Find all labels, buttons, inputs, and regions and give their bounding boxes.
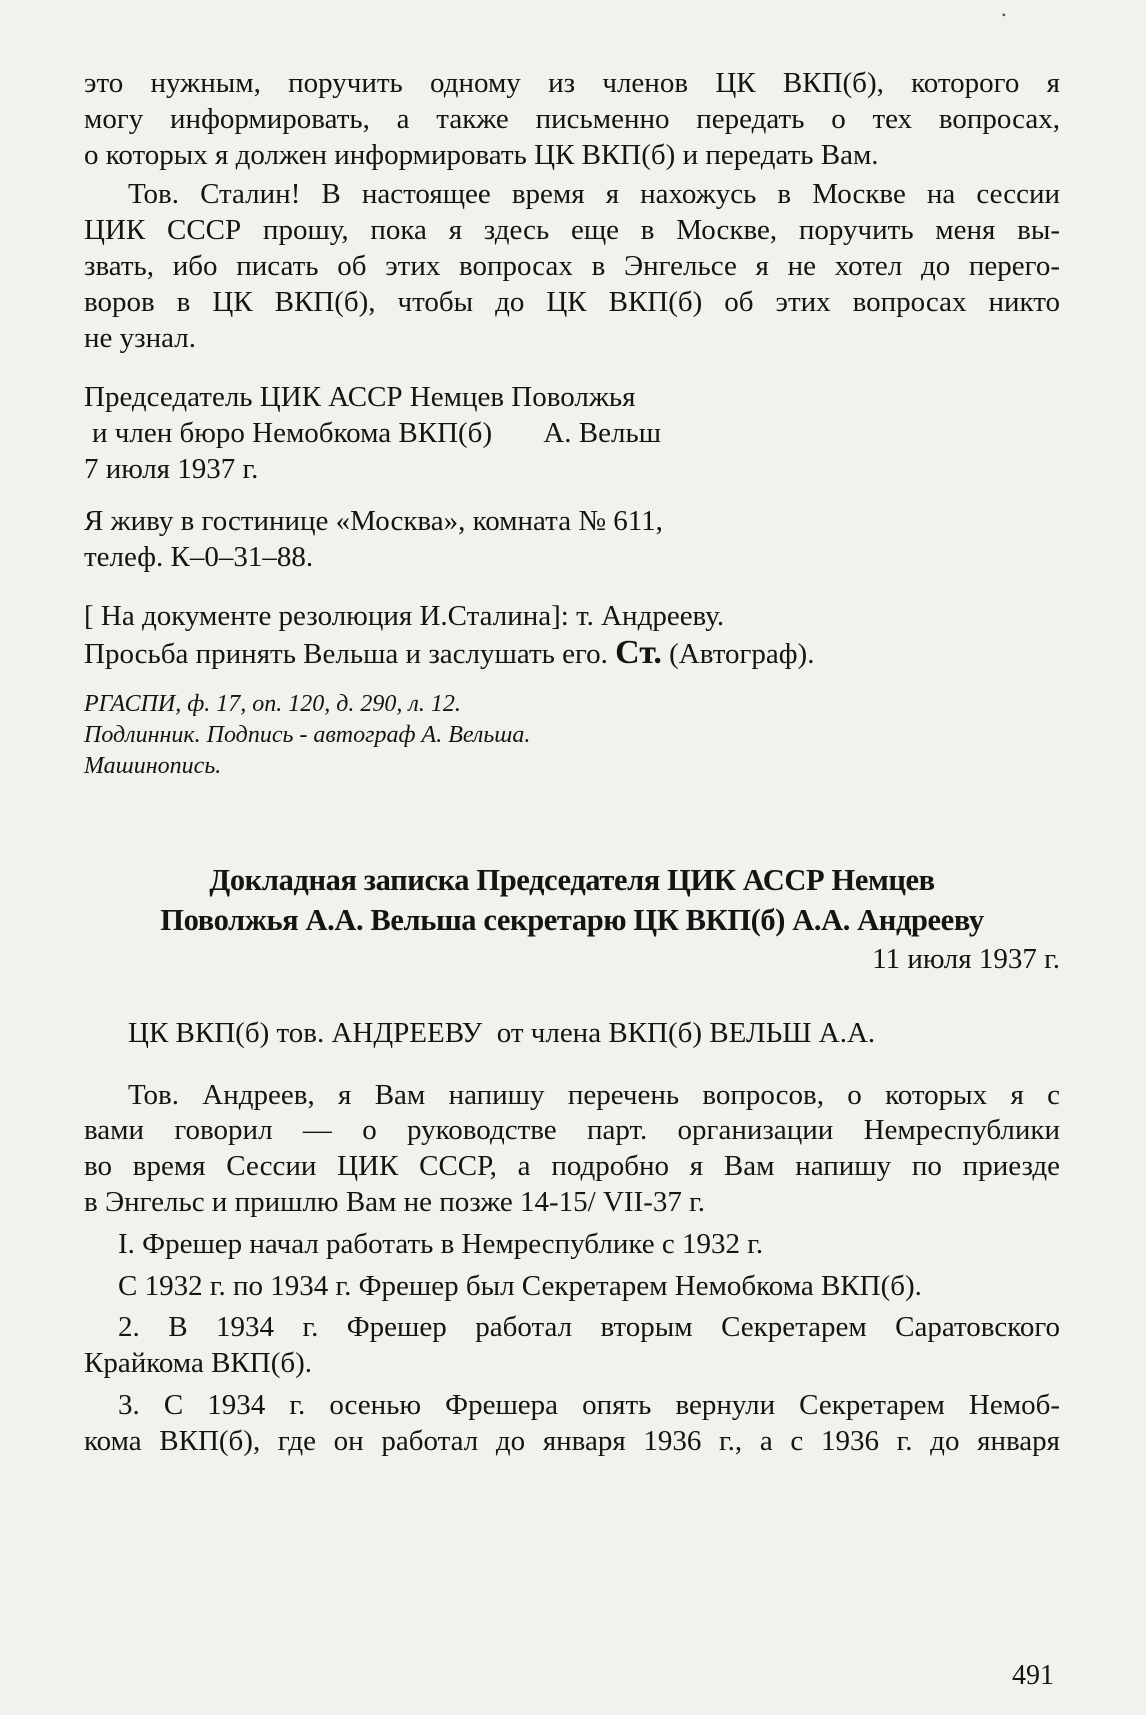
source-line: Подлинник. Подпись - автограф А. Вельша. (84, 721, 531, 748)
text-line: в Энгельс и пришлю Вам не позже 14-15/ VII-37 г. (84, 1185, 706, 1218)
text-line: ЦИК СССР прошу, пока я здесь еще в Москве, поручить меня вы- (84, 214, 1060, 247)
text-line: о которых я должен информировать ЦК ВКП(б) и передать Вам. (84, 138, 879, 171)
title-line: Докладная записка Председателя ЦИК АССР Немцев (209, 862, 935, 897)
text-line: звать, ибо писать об этих вопросах в Энгельсе я не хотел до перего- (84, 249, 1060, 282)
item-2 (84, 1310, 1060, 1382)
item-1 (84, 1227, 1060, 1305)
text-line: воров в ЦК ВКП(б), чтобы до ЦК ВКП(б) об этих вопросах никто (84, 285, 1060, 318)
text-line: это нужным, поручить одному из членов ЦК ВКП(б), которого я (84, 67, 1060, 99)
text-line: кома ВКП(б), где он работал до января 1936 г., а с 1936 г. до января (84, 1424, 1060, 1457)
text-line: не узнал. (84, 321, 196, 354)
text-line: 3. С 1934 г. осенью Фрешера опять вернули Секретарем Немоб- (118, 1388, 1060, 1421)
text-line: во время Сессии ЦИК СССР, а подробно я Вам напишу по приезде (84, 1150, 1060, 1183)
text-line: Тов. Андреев, я Вам напишу перечень вопросов, о которых я с (128, 1078, 1060, 1111)
source-line: РГАСПИ, ф. 17, оп. 120, д. 290, л. 12. (84, 690, 461, 717)
paragraph-3 (84, 1078, 1060, 1221)
document-date: 11 июля 1937 г. (872, 942, 1060, 975)
signature-role: и член бюро Немобкома ВКП(б) (92, 417, 493, 450)
addressee-line: ЦК ВКП(б) тов. АНДРЕЕВУ от члена ВКП(б) ВЕЛЬШ А.А. (128, 1016, 876, 1049)
resolution-text: Просьба принять Вельша и заслушать его. (84, 638, 608, 671)
paragraph-1 (84, 66, 1060, 173)
text-line: I. Фрешер начал работать в Немреспублике с 1932 г. (118, 1227, 764, 1260)
source-line: Машинопись. (84, 752, 222, 779)
text-line: Я живу в гостинице «Москва», комната № 611, (84, 504, 663, 537)
text-line: 2. В 1934 г. Фрешер работал вторым Секретарем Саратовского (118, 1311, 1060, 1344)
signature-date: 7 июля 1937 г. (84, 452, 259, 485)
signature-name: А. Вельш (543, 417, 662, 450)
text-line: Тов. Сталин! В настоящее время я нахожусь в Москве на сессии (128, 178, 1060, 211)
text-line: телеф. К–0–31–88. (84, 540, 314, 573)
text-line: С 1932 г. по 1934 г. Фрешер был Секретарем Немобкома ВКП(б). (118, 1269, 922, 1302)
autograph-note: (Автограф). (669, 638, 815, 671)
text-line: Крайкома ВКП(б). (84, 1347, 313, 1380)
stray-mark: • (1001, 8, 1006, 22)
archive-source (84, 689, 1060, 782)
address-block (84, 504, 1060, 576)
resolution-request (84, 635, 1060, 673)
document-title (84, 860, 1060, 940)
item-3 (84, 1388, 1060, 1460)
text-line: вами говорил — о руководстве парт. организации Немреспублики (84, 1114, 1060, 1147)
page-number: 491 (1012, 1660, 1054, 1691)
signature-block (84, 380, 1060, 487)
signature-membership (84, 416, 1060, 452)
resolution-line: [ На документе резолюция И.Сталина]: т. Андрееву. (84, 600, 725, 633)
page-body (84, 66, 1060, 1460)
title-line: Поволжья А.А. Вельша секретарю ЦК ВКП(б) А.А. Андрееву (160, 902, 984, 937)
text-line: могу информировать, а также письменно передать о тех вопросах, (84, 102, 1060, 135)
resolution-block (84, 599, 1060, 673)
signature-title: Председатель ЦИК АССР Немцев Поволжья (84, 381, 636, 414)
paragraph-2 (84, 177, 1060, 356)
stalin-autograph: Ст. (615, 634, 662, 672)
